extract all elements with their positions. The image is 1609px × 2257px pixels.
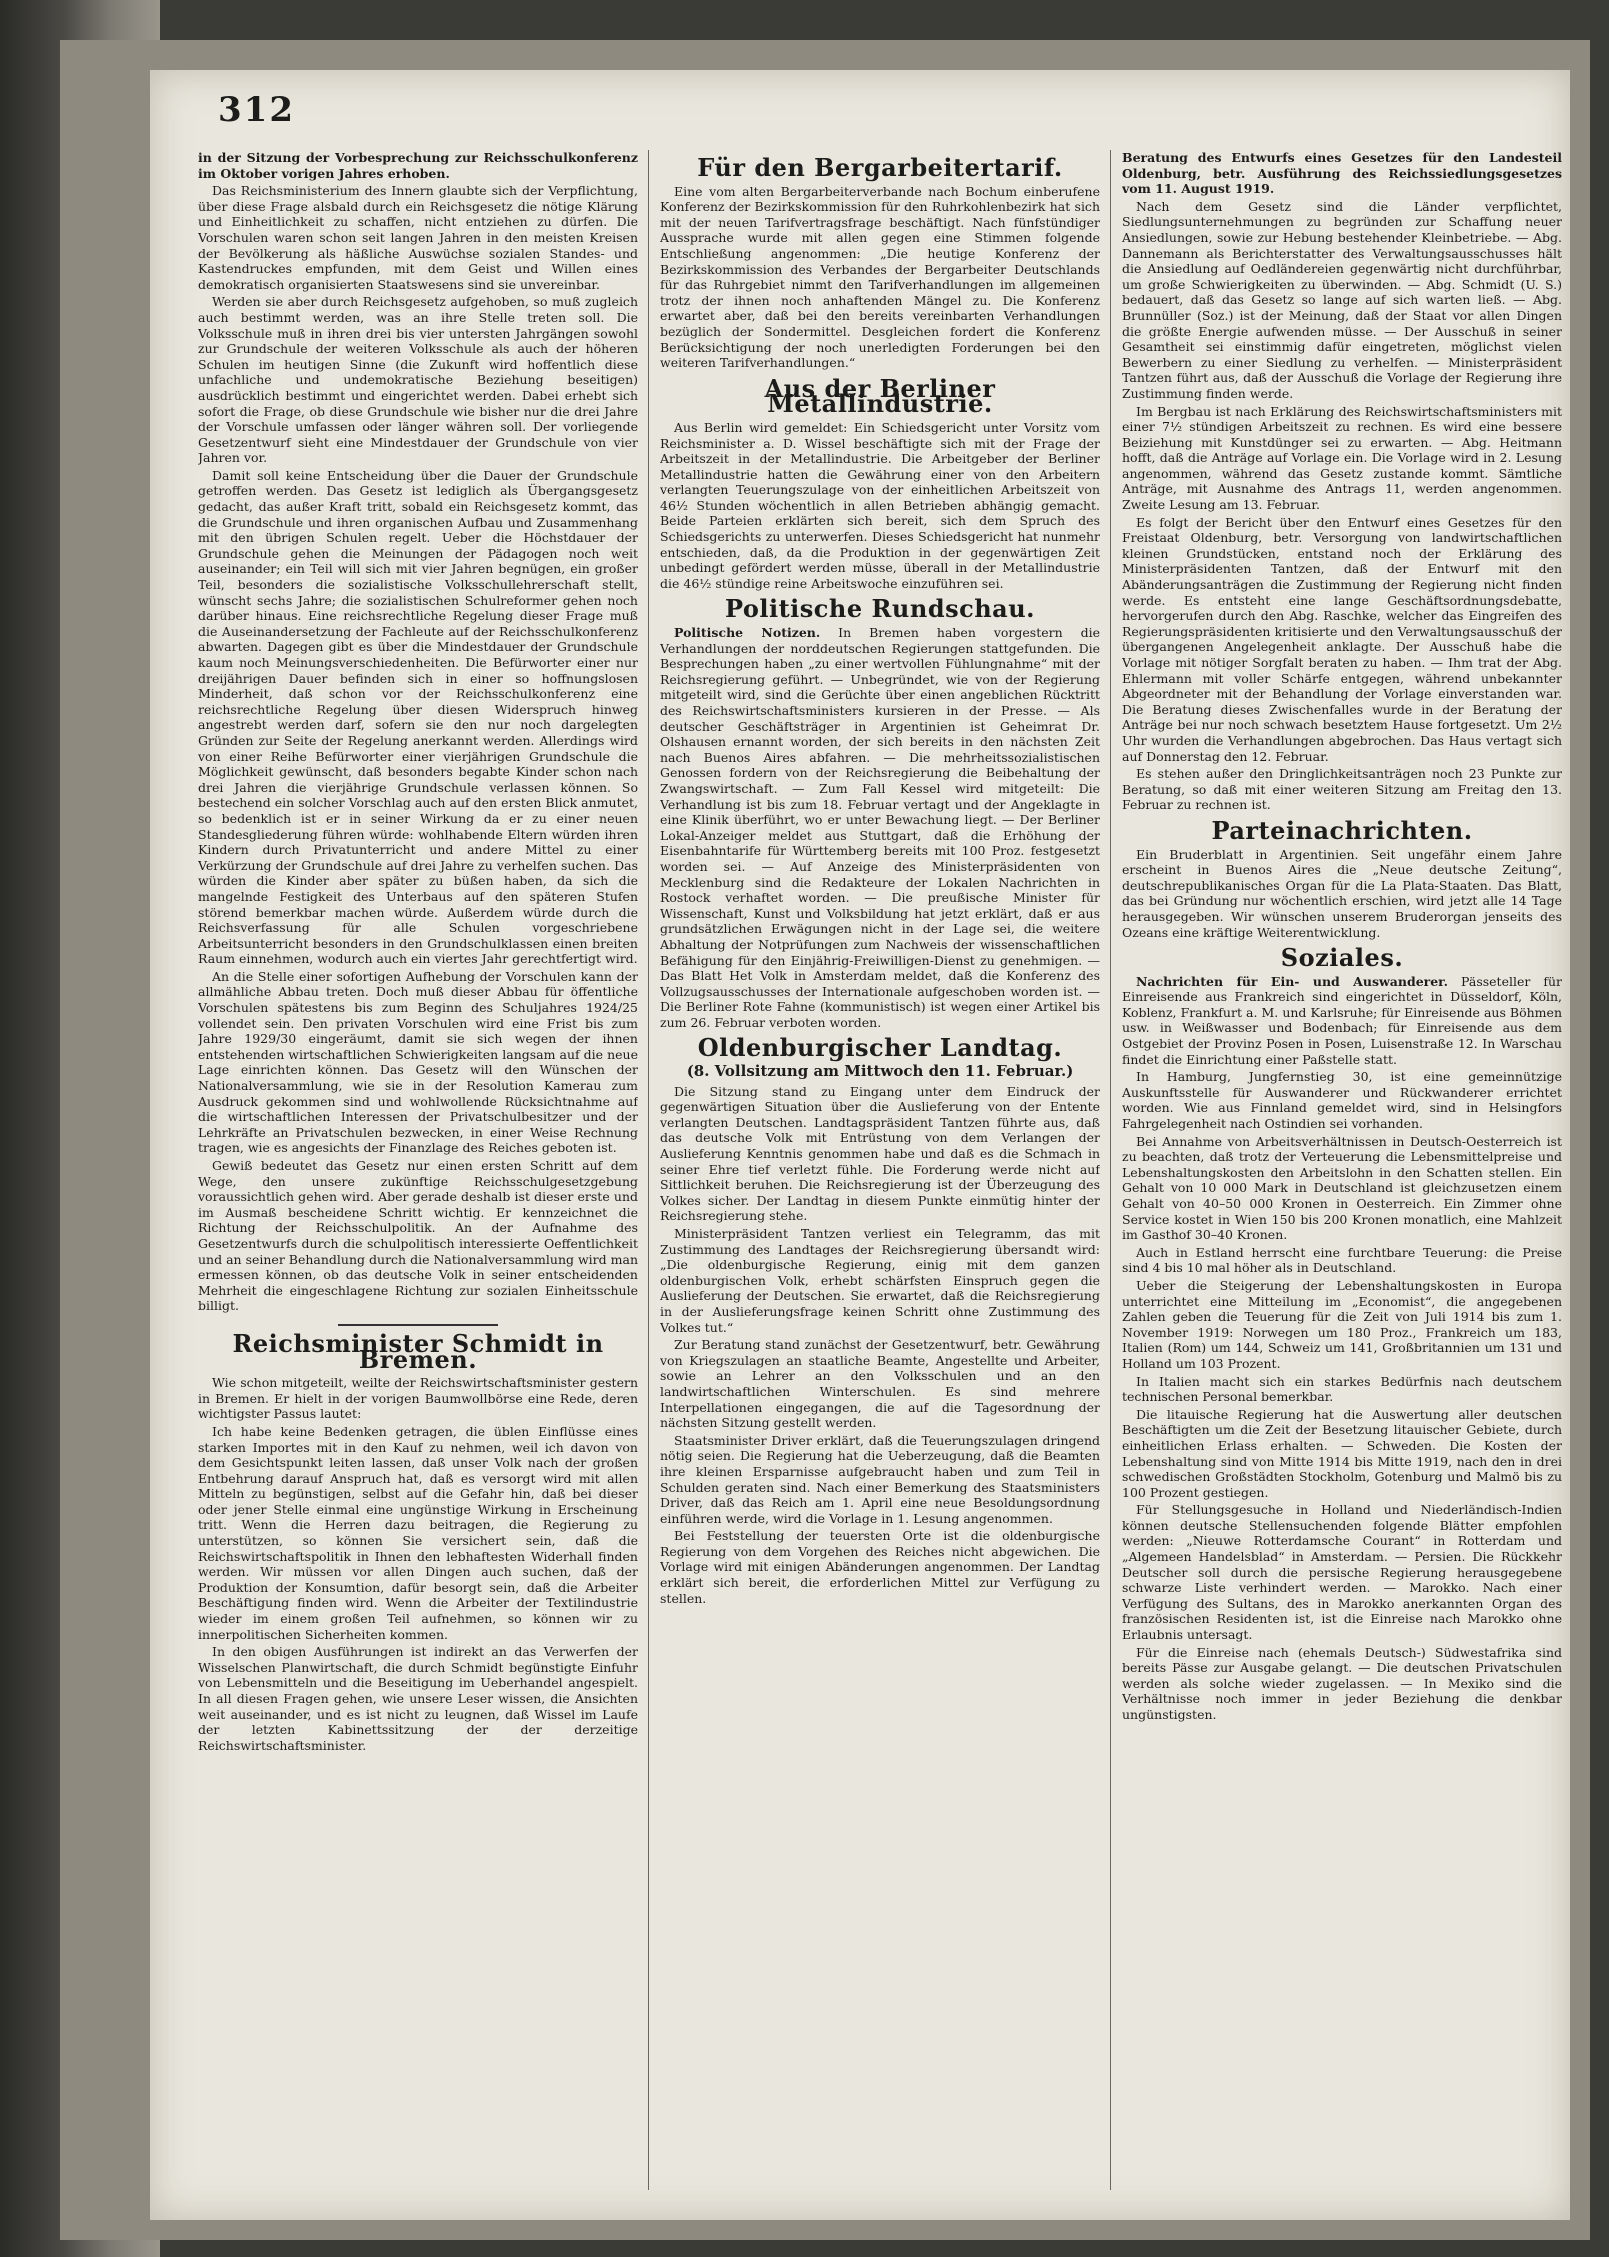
col1-paragraph: Werden sie aber durch Reichsgesetz aufgehoben, so muß zugleich auch bestimmt werden, was an ihre Stelle treten soll. Die Volksschule muß in ihren drei bis vier untersten Jahrgängen sowohl zur Grundschule der weiteren Volksschule als auch der höheren Schulen im heutigen Sinne (die Zukunft wird hoffentlich diese unfachliche und undemokratische Beziehung beseitigen) ausdrücklich bestimmt und eingerichtet werden. Dabei erhebt sich sofort die Frage, ob diese Grundschule wie bisher nur die drei Jahre der Vorschule umfassen oder länger währen soll. Der vorliegende Gesetzentwurf sieht eine Mindestdauer der Grundschule von vier Jahren vor.: [198, 294, 638, 466]
column-rule-2: [1110, 150, 1111, 2190]
col3-paragraph: Ueber die Steigerung der Lebenshaltungskosten in Europa unterrichtet eine Mitteilung im „Economist“, die angegebenen Zahlen geben die Teuerung für die Zeit von Juli 1914 bis zum 1. November 1919: Norwegen um 180 Proz., Frankreich um 183, Italien (Rom) um 144, Schweiz um 141, Großbritannien um 131 und Holland um 103 Prozent.: [1122, 1277, 1562, 1371]
col1-paragraph: Wie schon mitgeteilt, weilte der Reichswirtschaftsminister gestern in Bremen. Er hielt in der vorigen Baumwollbörse eine Rede, deren wichtigster Passus lautet:: [198, 1375, 638, 1422]
headline-parteinachrichten: Parteinachrichten.: [1211, 815, 1473, 845]
headline-metallindustrie: Aus der Berliner Metallindustrie.: [764, 373, 996, 419]
page-number: 312: [218, 90, 295, 130]
landtag-session-subhead: (8. Vollsitzung am Mittwoch den 11. Februar.): [686, 1062, 1074, 1081]
section-separator: [338, 1324, 498, 1326]
col3-paragraph: Für die Einreise nach (ehemals Deutsch-) Südwestafrika sind bereits Pässe zur Ausgabe gelangt. — Die deutschen Privatschulen werden als solche wieder zugelassen. — In Mexiko sind die Verhältnisse noch immer in jeder Beziehung die denkbar ungünstigsten.: [1122, 1644, 1562, 1722]
col2-paragraph: Bei Feststellung der teuersten Orte ist die oldenburgische Regierung von dem Vorgehen des Reiches nicht abgewichen. Die Vorlage wird mit einigen Abänderungen angenommen. Der Landtag erklärt sich bereit, die erforderlichen Mittel zur Verfügung zu stellen.: [660, 1528, 1100, 1606]
col3-paragraph: Auch in Estland herrscht eine furchtbare Teuerung: die Preise sind 4 bis 10 mal höher als in Deutschland.: [1122, 1244, 1562, 1276]
col3-paragraph: In Hamburg, Jungfernstieg 30, ist eine gemeinnützige Auskunftsstelle für Auswanderer und Rückwanderer errichtet worden. Wie aus Finnland gemeldet wird, sind in Helsingfors Fahrgelegenheit nach Ostindien sei vorhanden.: [1122, 1069, 1562, 1132]
col2-paragraph: Eine vom alten Bergarbeiterverbande nach Bochum einberufene Konferenz der Bezirkskommission für den Ruhrkohlenbezirk hat sich mit der neuen Tarifvertragsfrage beschäftigt. Nach fünfstündiger Aussprache wurde mit allen gegen eine Stimmen folgende Entschließung angenommen: „Die heutige Konferenz der Bezirkskommission des Verbandes der Bergarbeiter Deutschlands für das Ruhrgebiet nimmt den Tarifverhandlungen im allgemeinen trotz der ihnen noch anhaftenden Mängel zu. Die Konferenz erwartet aber, daß bei den bereits vereinbarten Verhandlungen bezüglich der Sondermittel. Desgleichen fordert die Konferenz Berücksichtigung der noch unerledigten Forderungen bei den weiteren Tarifverhandlungen.“: [660, 183, 1100, 371]
col1-paragraph: Ich habe keine Bedenken getragen, die üblen Einflüsse eines starken Importes mit in den Kauf zu nehmen, weil ich davon von dem Gesichtspunkt leiten lassen, daß unser Volk nach der großen Entbehrung darauf Anspruch hat, daß es versorgt wird mit allen Mitteln zu begünstigen, selbst auf die Gefahr hin, daß bei dieser oder jener Stelle einmal eine ungünstige Wirkung in Erscheinung tritt. Wenn die Herren dazu beitragen, die Regierung zu unterstützen, so können Sie versichert sein, daß die Reichswirtschaftspolitik in Ihnen den lebhaftesten Widerhall finden werden. Wir müssen vor allen Dingen auch suchen, daß der Produktion der Konsumtion, dafür besorgt sein, daß die Arbeiter Beschäftigung finden wird. Wenn die Arbeiter der Textilindustrie wieder im einem großen Teil aufnehmen, so können wir zu innerpolitischen Sicherheiten kommen.: [198, 1423, 638, 1642]
column-1: [198, 150, 638, 2190]
headline-soziales: Soziales.: [1280, 943, 1404, 973]
headline-bergarbeitertarif: Für den Bergarbeitertarif.: [697, 153, 1063, 182]
col1-paragraph: Damit soll keine Entscheidung über die Dauer der Grundschule getroffen werden. Das Gesetz ist lediglich als Übergangsgesetz gedacht, das außer Kraft tritt, sobald ein Reichsgesetz kommt, das die Grundschule und ihren organischen Aufbau und Zusammenhang mit den übrigen Schulen regelt. Ueber die Höchstdauer der Grundschule gehen die Meinungen der Pädagogen noch weit auseinander; ein Teil will sich mit vier Jahren begnügen, ein großer Teil, besonders die sozialistische Volksschullehrerschaft stellt, wünscht sechs Jahre; die sozialistischen Schulreformer gehen noch darüber hinaus. Eine reichsrechtliche Regelung dieser Frage muß die Auseinandersetzung der Fachleute auf der Reichsschulkonferenz abwarten. Dagegen gibt es über die Mindestdauer der Grundschule kaum noch Meinungsverschiedenheiten. Die Befürworter einer nur dreijährigen Dauer befinden sich in einer so hoffnungslosen Minderheit, daß schon vor der Reichsschulkonferenz eine reichsrechtliche Regelung über diesen Widerspruch hinweg angestrebt werden darf, sofern sie den nur noch dargelegten Gründen zur Seite der Regelung anerkannt werden. Allerdings wird von einer Reihe Befürworter einer vierjährigen Grundschule die Möglichkeit gewünscht, daß besonders begabte Kinder schon nach drei Jahren die vierjährige Grundschule verlassen können. So bestechend ein solcher Vorschlag auch auf den ersten Blick anmutet, so bedenklich ist er in seiner Wirkung da er zu einer neuen Standesgliederung führen würde: wohlhabende Eltern würden ihren Kindern durch Privatunterricht und andere Mittel zu einer Verkürzung der Grundschule auf drei Jahre zu verhelfen suchen. Das würden die Kinder aber später zu büßen haben, da sich die mangelnde Festigkeit des Unterbaus auf den späteren Stufen störend bemerkbar machen würde. Außerdem würde durch die Reichsverfassung für alle Schulen vorgeschriebene Arbeitsunterricht besonders in den Grundschulklassen einen breiten Raum einnehmen, wodurch auch ein viertes Jahr gerechtfertigt wird.: [198, 467, 638, 967]
col3-lead: Beratung des Entwurfs eines Gesetzes für den Landesteil Oldenburg, betr. Ausführung des Reichssiedlungsgesetzes vom 11. August 1919.: [1122, 150, 1562, 197]
col3-paragraph: Im Bergbau ist nach Erklärung des Reichswirtschaftsministers mit einer 7½ stündigen Arbeitszeit zu rechnen. Es wird eine bessere Beiziehung mit Kunstdünger sei zu erwarten. — Abg. Heitmann hofft, daß die Anträge auf Vorlage ein. Die Vorlage wird in 2. Lesung angenommen, während das Gesetz zustande kommt. Sämtliche Anträge, mit Ausnahme des Antrags 11, werden angenommen. Zweite Lesung am 13. Februar.: [1122, 403, 1562, 513]
col1-paragraph: In den obigen Ausführungen ist indirekt an das Verwerfen der Wisselschen Planwirtschaft, die durch Schmidt begünstigte Einfuhr von Lebensmitteln und die Beseitigung im Ueberhandel angespielt. In all diesen Fragen gehen, wie unsere Leser wissen, die Ansichten weit auseinander, und es ist nicht zu leugnen, daß Wissel im Laufe der letzten Kabinettssitzung der der derzeitige Reichswirtschaftsminister.: [198, 1644, 638, 1753]
col3-paragraph: Es folgt der Bericht über den Entwurf eines Gesetzes für den Freistaat Oldenburg, betr. Versorgung von landwirtschaftlichen kleinen Grundstücken, entstand noch der Erklärung des Ministerpräsidenten Tantzen, daß der Entwurf mit den Abänderungsanträgen die Zustimmung der Regierung nicht finden werde. Es entsteht eine lange Geschäftsordnungsdebatte, hervorgerufen durch den Abg. Raschke, welcher das Eingreifen des Regierungspräsidenten kritisierte und den Verwaltungsausschuß der übergangenen Angelegenheit anklagte. Der Ausschuß habe die Vorlage mit nötiger Sorgfalt beraten zu haben. — Ihm trat der Abg. Ehlermann mit voller Schärfe entgegen, während unbekannter Abgeordneter mit der Behandlung der Vorlage einverstanden war. Die Beratung dieses Zwischenfalles wurde in der Beratung der Anträge bei nur noch schwach besetztem Hause fortgesetzt. Um 2½ Uhr wurden die Verhandlungen abgebrochen. Das Haus vertagt sich auf Donnerstag den 12. Februar.: [1122, 514, 1562, 764]
col3-paragraph: Die litauische Regierung hat die Auswertung aller deutschen Beschäftigten um die Zeit der Besetzung litauischer Gebiete, durch einheitlichen Erlass erhalten. — Schweden. Die Kosten der Lebenshaltung sind von Mitte 1914 bis Mitte 1919, nach den in drei schwedischen Großstädten Stockholm, Gotenburg und Malmö bis zu 100 Prozent gestiegen.: [1122, 1406, 1562, 1500]
column-rule-1: [648, 150, 649, 2190]
headline-schmidt-bremen: Reichsminister Schmidt in Bremen.: [232, 1328, 604, 1374]
col3-paragraph: Nach dem Gesetz sind die Länder verpflichtet, Siedlungsunternehmungen zu begründen zur Schaffung neuer Ansiedlungen, sowie zur Hebung bestehender Kleinbetriebe. — Abg. Dannemann als Berichterstatter des Verwaltungsausschusses hält die Ansiedlung auf Oedländereien gegenwärtig nicht durchführbar, um große Schwierigkeiten zu überwinden. — Abg. Schmidt (U. S.) bedauert, daß das Gesetz so lange auf sich warten ließ. — Abg. Brunnüller (Soz.) ist der Meinung, daß der Staat vor allen Dingen die größte Energie aufwenden müsse. — Der Ausschuß in seiner Gesamtheit sei einstimmig dafür eingetreten, möglichst vielen Bewerbern zu einer Siedlung zu verhelfen. — Ministerpräsident Tantzen führt aus, daß der Ausschuß die Vorlage der Regierung ihre Zustimmung finden werde.: [1122, 198, 1562, 401]
col2-paragraph: Ministerpräsident Tantzen verliest ein Telegramm, das mit Zustimmung des Landtages der Reichsregierung übersandt wird: „Die oldenburgische Regierung, einig mit dem ganzen oldenburgischen Volk, erhebt schärfsten Einspruch gegen die Auslieferung der Deutschen. Sie erwartet, daß die Reichsregierung in der Auslieferungsfrage keinen Schritt ohne Zustimmung des Volkes tut.“: [660, 1226, 1100, 1335]
col2-paragraph: Zur Beratung stand zunächst der Gesetzentwurf, betr. Gewährung von Kriegszulagen an staatliche Beamte, Angestellte und Arbeiter, sowie an Lehrer an den Volksschulen und an den landwirtschaftlichen Winterschulen. Es sind mehrere Interpellationen eingegangen, die auf die Tagesordnung der nächsten Sitzung gestellt werden.: [660, 1337, 1100, 1431]
col2-paragraph: Aus Berlin wird gemeldet: Ein Schiedsgericht unter Vorsitz vom Reichsminister a. D. Wissel beschäftigte sich mit der Frage der Arbeitszeit in der Metallindustrie. Die Arbeitgeber der Berliner Metallindustrie hatten die Gewährung einer von den Arbeitern verlangten Teuerungszulage von der einheitlichen Arbeitszeit von 46½ Stunden wöchentlich in allen Betrieben abhängig gemacht. Beide Parteien erklärten sich bereit, sich dem Spruch des Schiedsgerichts zu unterwerfen. Dieses Schiedsgericht hat nunmehr entschieden, daß, da die Produktion in der gegenwärtigen Zeit unbedingt gefördert werden müsse, überall in der Metallindustrie die 46½ stündige reine Arbeitswoche einzuführen sei.: [660, 419, 1100, 591]
column-2: [660, 150, 1100, 2190]
col3-paragraph: Ein Bruderblatt in Argentinien. Seit ungefähr einem Jahre erscheint in Buenos Aires die „Neue deutsche Zeitung“, deutschrepublikanisches Organ für die La Plata-Staaten. Das Blatt, das bei Gründung nur wöchentlich erschien, wird jetzt alle 14 Tage herausgegeben. Wir wünschen unserem Bruderorgan jenseits des Ozeans eine kräftige Weiterentwicklung.: [1122, 846, 1562, 940]
col2-paragraph: In Bremen haben vorgestern die Verhandlungen der norddeutschen Regierungen stattgefunden. Die Besprechungen haben „zu einer wertvollen Fühlungnahme“ mit der Reichsregierung geführt. — Unbegründet, wie von der Regierung mitgeteilt wird, sind die Gerüchte über einen angeblichen Rücktritt des Reichswirtschaftsministers kursieren in der Presse. — Als deutscher Geschäftsträger in Argentinien ist Geheimrat Dr. Olshausen ernannt worden, der sich bereits in den nächsten Zeit nach Buenos Aires abfahren. — Die mehrheitssozialistischen Genossen fordern von der Reichsregierung die Beibehaltung der Zwangswirtschaft. — Zum Fall Kessel wird mitgeteilt: Die Verhandlung ist bis zum 18. Februar vertagt und der Angeklagte in eine Klinik überführt, wo er unter Bewachung liegt. — Der Berliner Lokal-Anzeiger meldet aus Stuttgart, daß die Erhöhung der Eisenbahntarife für Württemberg bereits mit 100 Proz. festgesetzt worden sei. — Auf Anzeige des Ministerpräsidenten von Mecklenburg sind die Redakteure der Lokalen Nachrichten in Rostock verhaftet worden. — Die preußische Minister für Wissenschaft, Kunst und Volksbildung hat jetzt erklärt, daß er aus grundsätzlichen Erwägungen nicht in der Lage sei, die weitere Abhaltung der Notprüfungen zum Nachweis der wissenschaftlichen Befähigung für den Einjährig-Freiwilligen-Dienst zu genehmigen. — Das Blatt Het Volk in Amsterdam meldet, daß die Konferenz des Vollzugsausschusses der Internationale aufgeschoben worden ist. — Die Berliner Rote Fahne (kommunistisch) ist wegen einer Artikel bis zum 26. Februar verboten worden.: [660, 625, 1100, 1030]
col1-intro: in der Sitzung der Vorbesprechung zur Reichsschulkonferenz im Oktober vorigen Jahres erhoben.: [198, 150, 638, 181]
auswanderer-label: Nachrichten für Ein- und Auswanderer.: [1136, 973, 1448, 989]
newspaper-page: [150, 70, 1570, 2220]
col3-paragraph: Es stehen außer den Dringlichkeitsanträgen noch 23 Punkte zur Beratung, so daß mit einer weiteren Sitzung am Freitag den 13. Februar zu rechnen ist.: [1122, 766, 1562, 813]
col2-paragraph: Staatsminister Driver erklärt, daß die Teuerungszulagen dringend nötig seien. Die Regierung hat die Ueberzeugung, daß die Beamten ihre kleinen Ersparnisse aufgebraucht haben und zum Teil in Schulden geraten sind. Nach einer Bemerkung des Staatsministers Driver, daß das Reich am 1. April eine neue Besoldungsordnung einführen werde, wird die Vorlage in 1. Lesung angenommen.: [660, 1432, 1100, 1526]
headline-politische-rundschau: Politische Rundschau.: [724, 594, 1036, 624]
politische-notizen-label: Politische Notizen.: [674, 625, 821, 641]
col2-paragraph: Die Sitzung stand zu Eingang unter dem Eindruck der gegenwärtigen Situation über die Auslieferung von der Entente verlangten Deutschen. Landtagspräsident Tantzen führte aus, daß das deutsche Volk mit Entrüstung von dem Verlangen der Auslieferung Kenntnis genommen habe und daß es die Schmach in seiner Ehre tief verletzt fühle. Die Forderung werde nicht auf Sittlichkeit beruhen. Die Reichsregierung ist der Überzeugung des Volkes sicher. Der Landtag in diesem Punkte einmütig hinter der Reichsregierung stehe.: [660, 1083, 1100, 1224]
col1-paragraph: An die Stelle einer sofortigen Aufhebung der Vorschulen kann der allmähliche Abbau treten. Doch muß dieser Abbau für öffentliche Vorschulen spätestens bis zum Beginn des Schuljahres 1924/25 vollendet sein. Den privaten Vorschulen wird eine Frist bis zum Jahre 1929/30 eingeräumt, damit sie sich wegen der ihnen entstehenden wirtschaftlichen Schwierigkeiten langsam auf die neue Lage einrichten können. Das Gesetz will den Wünschen der Nationalversammlung, wie sie in der Resolution Kamerau zum Ausdruck gekommen sind und wohlwollende Rücksichtnahme auf die wirtschaftlichen Interessen der Privatschulbesitzer und der Lehrkräfte an Privatschulen bezwecken, in einer Weise Rechnung tragen, wie es angesichts der Finanzlage des Reiches geboten ist.: [198, 968, 638, 1156]
col3-paragraph: Für Stellungsgesuche in Holland und Niederländisch-Indien können deutsche Stellensuchenden folgende Blätter empfohlen werden: „Nieuwe Rotterdamsche Courant“ in Rotterdam und „Algemeen Handelsblad“ in Amsterdam. — Persien. Die Rückkehr Deutscher soll durch die persische Regierung herausgegebene schwarze Liste verhindert werden. — Marokko. Nach einer Verfügung des Sultans, des in Marokko anerkannten Organ des französischen Residenten ist, ist die Einreise nach Marokko ohne Erlaubnis untersagt.: [1122, 1502, 1562, 1643]
column-3: [1122, 150, 1562, 2190]
col3-paragraph: Bei Annahme von Arbeitsverhältnissen in Deutsch-Oesterreich ist zu beachten, daß trotz der Verteuerung die Lebensmittelpreise und Lebenshaltungskosten den Arbeitslohn in den Schatten stellen. Ein Gehalt von 10 000 Mark in Deutschland ist gleichzusetzen einem Gehalt von 40–50 000 Kronen in Oesterreich. Ein Zimmer ohne Service kostet in Wien 150 bis 200 Kronen monatlich, eine Mahlzeit im Gasthof 30–40 Kronen.: [1122, 1133, 1562, 1243]
headline-oldenburgischer-landtag: Oldenburgischer Landtag.: [697, 1033, 1063, 1063]
col3-paragraph: Pässeteller für Einreisende aus Frankreich sind eingerichtet in Düsseldorf, Köln, Koblenz, Frankfurt a. M. und Karlsruhe; für Einreisende aus Böhmen usw. in Weißwasser und Bodenbach; für Einreisende aus dem Ostgebiet der Provinz Posen in Posen, Luisenstraße 12. In Warschau findet die Einrichtung einer Paßstelle statt.: [1122, 973, 1562, 1067]
col1-paragraph: Das Reichsministerium des Innern glaubte sich der Verpflichtung, über diese Frage alsbald durch ein Reichsgesetz die nötige Klärung und Einheitlichkeit zu schaffen, nicht entziehen zu dürfen. Die Vorschulen waren schon seit langen Jahren in den meisten Kreisen der Bevölkerung als häßliche Auswüchse sozialen Standes- und Kastendruckes empfunden, mit dem Geist und Willen eines demokratisch organisierten Staatswesens sind sie unvereinbar.: [198, 183, 638, 292]
col1-paragraph: Gewiß bedeutet das Gesetz nur einen ersten Schritt auf dem Wege, den unsere zukünftige Reichsschulgesetzgebung voraussichtlich gehen wird. Aber gerade deshalb ist dieser erste und im Ausmaß bescheidene Schritt wichtig. Er kennzeichnet die Richtung der Reichsschulpolitik. An der Aufnahme des Gesetzentwurfs durch die schulpolitisch interessierte Oeffentlichkeit und an seiner Behandlung durch die Nationalversammlung wird man ermessen können, ob das deutsche Volk in seiner entscheidenden Mehrheit die eingeschlagene Richtung zur sozialen Einheitsschule billigt.: [198, 1158, 638, 1314]
col3-paragraph: In Italien macht sich ein starkes Bedürfnis nach deutschem technischen Personal bemerkbar.: [1122, 1373, 1562, 1405]
